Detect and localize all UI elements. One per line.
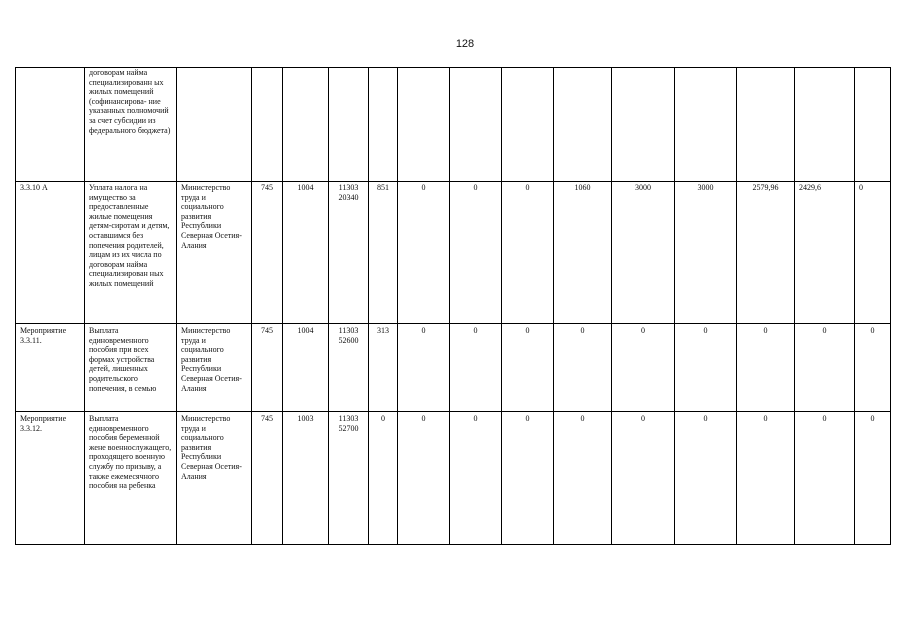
cell-executor: Министерство труда и социального развития Республики Северная Осетия-Алания <box>177 324 252 412</box>
cell-rzpr: 1004 <box>283 324 329 412</box>
cell-value: 0 <box>855 324 891 412</box>
cell-value: 0 <box>502 412 554 545</box>
cell-value: 0 <box>554 412 612 545</box>
cell-value: 0 <box>450 182 502 324</box>
cell-grbs <box>252 68 283 182</box>
cell-value: 0 <box>612 412 675 545</box>
cell-value: 0 <box>450 412 502 545</box>
cell-value: 0 <box>502 182 554 324</box>
cell-value: 0 <box>554 324 612 412</box>
cell-id: Мероприятие 3.3.12. <box>16 412 85 545</box>
cell-value <box>612 68 675 182</box>
page-number: 128 <box>455 38 475 50</box>
cell-id: Мероприятие 3.3.11. <box>16 324 85 412</box>
cell-id: 3.3.10 А <box>16 182 85 324</box>
cell-value <box>398 68 450 182</box>
cell-csr: 11303 20340 <box>329 182 369 324</box>
cell-value <box>795 68 855 182</box>
cell-description: Выплата единовременного пособия беременной жене военнослужащего, проходящего военную службу по призыву, а также ежемесячного пособия на ребенка <box>85 412 177 545</box>
cell-value: 0 <box>737 412 795 545</box>
cell-value: 3000 <box>675 182 737 324</box>
cell-vr <box>369 68 398 182</box>
cell-executor: Министерство труда и социального развития Республики Северная Осетия-Алания <box>177 182 252 324</box>
cell-description: Выплата единовременного пособия при всех формах устройства детей, лишенных родительского попечения, в семью <box>85 324 177 412</box>
cell-grbs: 745 <box>252 412 283 545</box>
cell-executor <box>177 68 252 182</box>
cell-value: 0 <box>675 324 737 412</box>
cell-executor: Министерство труда и социального развития Республики Северная Осетия-Алания <box>177 412 252 545</box>
cell-id <box>16 68 85 182</box>
table-row <box>16 182 891 324</box>
cell-value: 2579,96 <box>737 182 795 324</box>
cell-value: 0 <box>795 324 855 412</box>
cell-value <box>855 68 891 182</box>
cell-value: 0 <box>675 412 737 545</box>
cell-rzpr: 1004 <box>283 182 329 324</box>
cell-value: 3000 <box>612 182 675 324</box>
cell-value: 0 <box>450 324 502 412</box>
cell-value <box>554 68 612 182</box>
cell-grbs: 745 <box>252 182 283 324</box>
cell-vr: 0 <box>369 412 398 545</box>
cell-value: 0 <box>398 324 450 412</box>
cell-value: 0 <box>612 324 675 412</box>
cell-value <box>737 68 795 182</box>
table-row <box>16 68 891 182</box>
cell-value <box>502 68 554 182</box>
budget-table <box>15 67 891 545</box>
cell-vr: 313 <box>369 324 398 412</box>
cell-value: 1060 <box>554 182 612 324</box>
cell-rzpr <box>283 68 329 182</box>
cell-description: Уплата налога на имущество за предоставленные жилые помещения детям-сиротам и детям, оставшимся без попечения родителей, лицам из их числа по договорам найма специализирован ных жилых помещений <box>85 182 177 324</box>
cell-value: 2429,6 <box>795 182 855 324</box>
cell-vr: 851 <box>369 182 398 324</box>
cell-value: 0 <box>398 182 450 324</box>
cell-value: 0 <box>795 412 855 545</box>
cell-value: 0 <box>855 412 891 545</box>
cell-grbs: 745 <box>252 324 283 412</box>
cell-value: 0 <box>737 324 795 412</box>
cell-rzpr: 1003 <box>283 412 329 545</box>
cell-value <box>450 68 502 182</box>
cell-value: 0 <box>502 324 554 412</box>
table-row <box>16 324 891 412</box>
cell-value <box>675 68 737 182</box>
cell-csr: 11303 52700 <box>329 412 369 545</box>
cell-description: договорам найма специализированн ых жилых помещений (софинансирова- ние указанных полномочий за счет субсидии из федерального бюджета) <box>85 68 177 182</box>
cell-csr: 11303 52600 <box>329 324 369 412</box>
table-row <box>16 412 891 545</box>
cell-value: 0 <box>398 412 450 545</box>
cell-csr <box>329 68 369 182</box>
cell-value: 0 <box>855 182 891 324</box>
